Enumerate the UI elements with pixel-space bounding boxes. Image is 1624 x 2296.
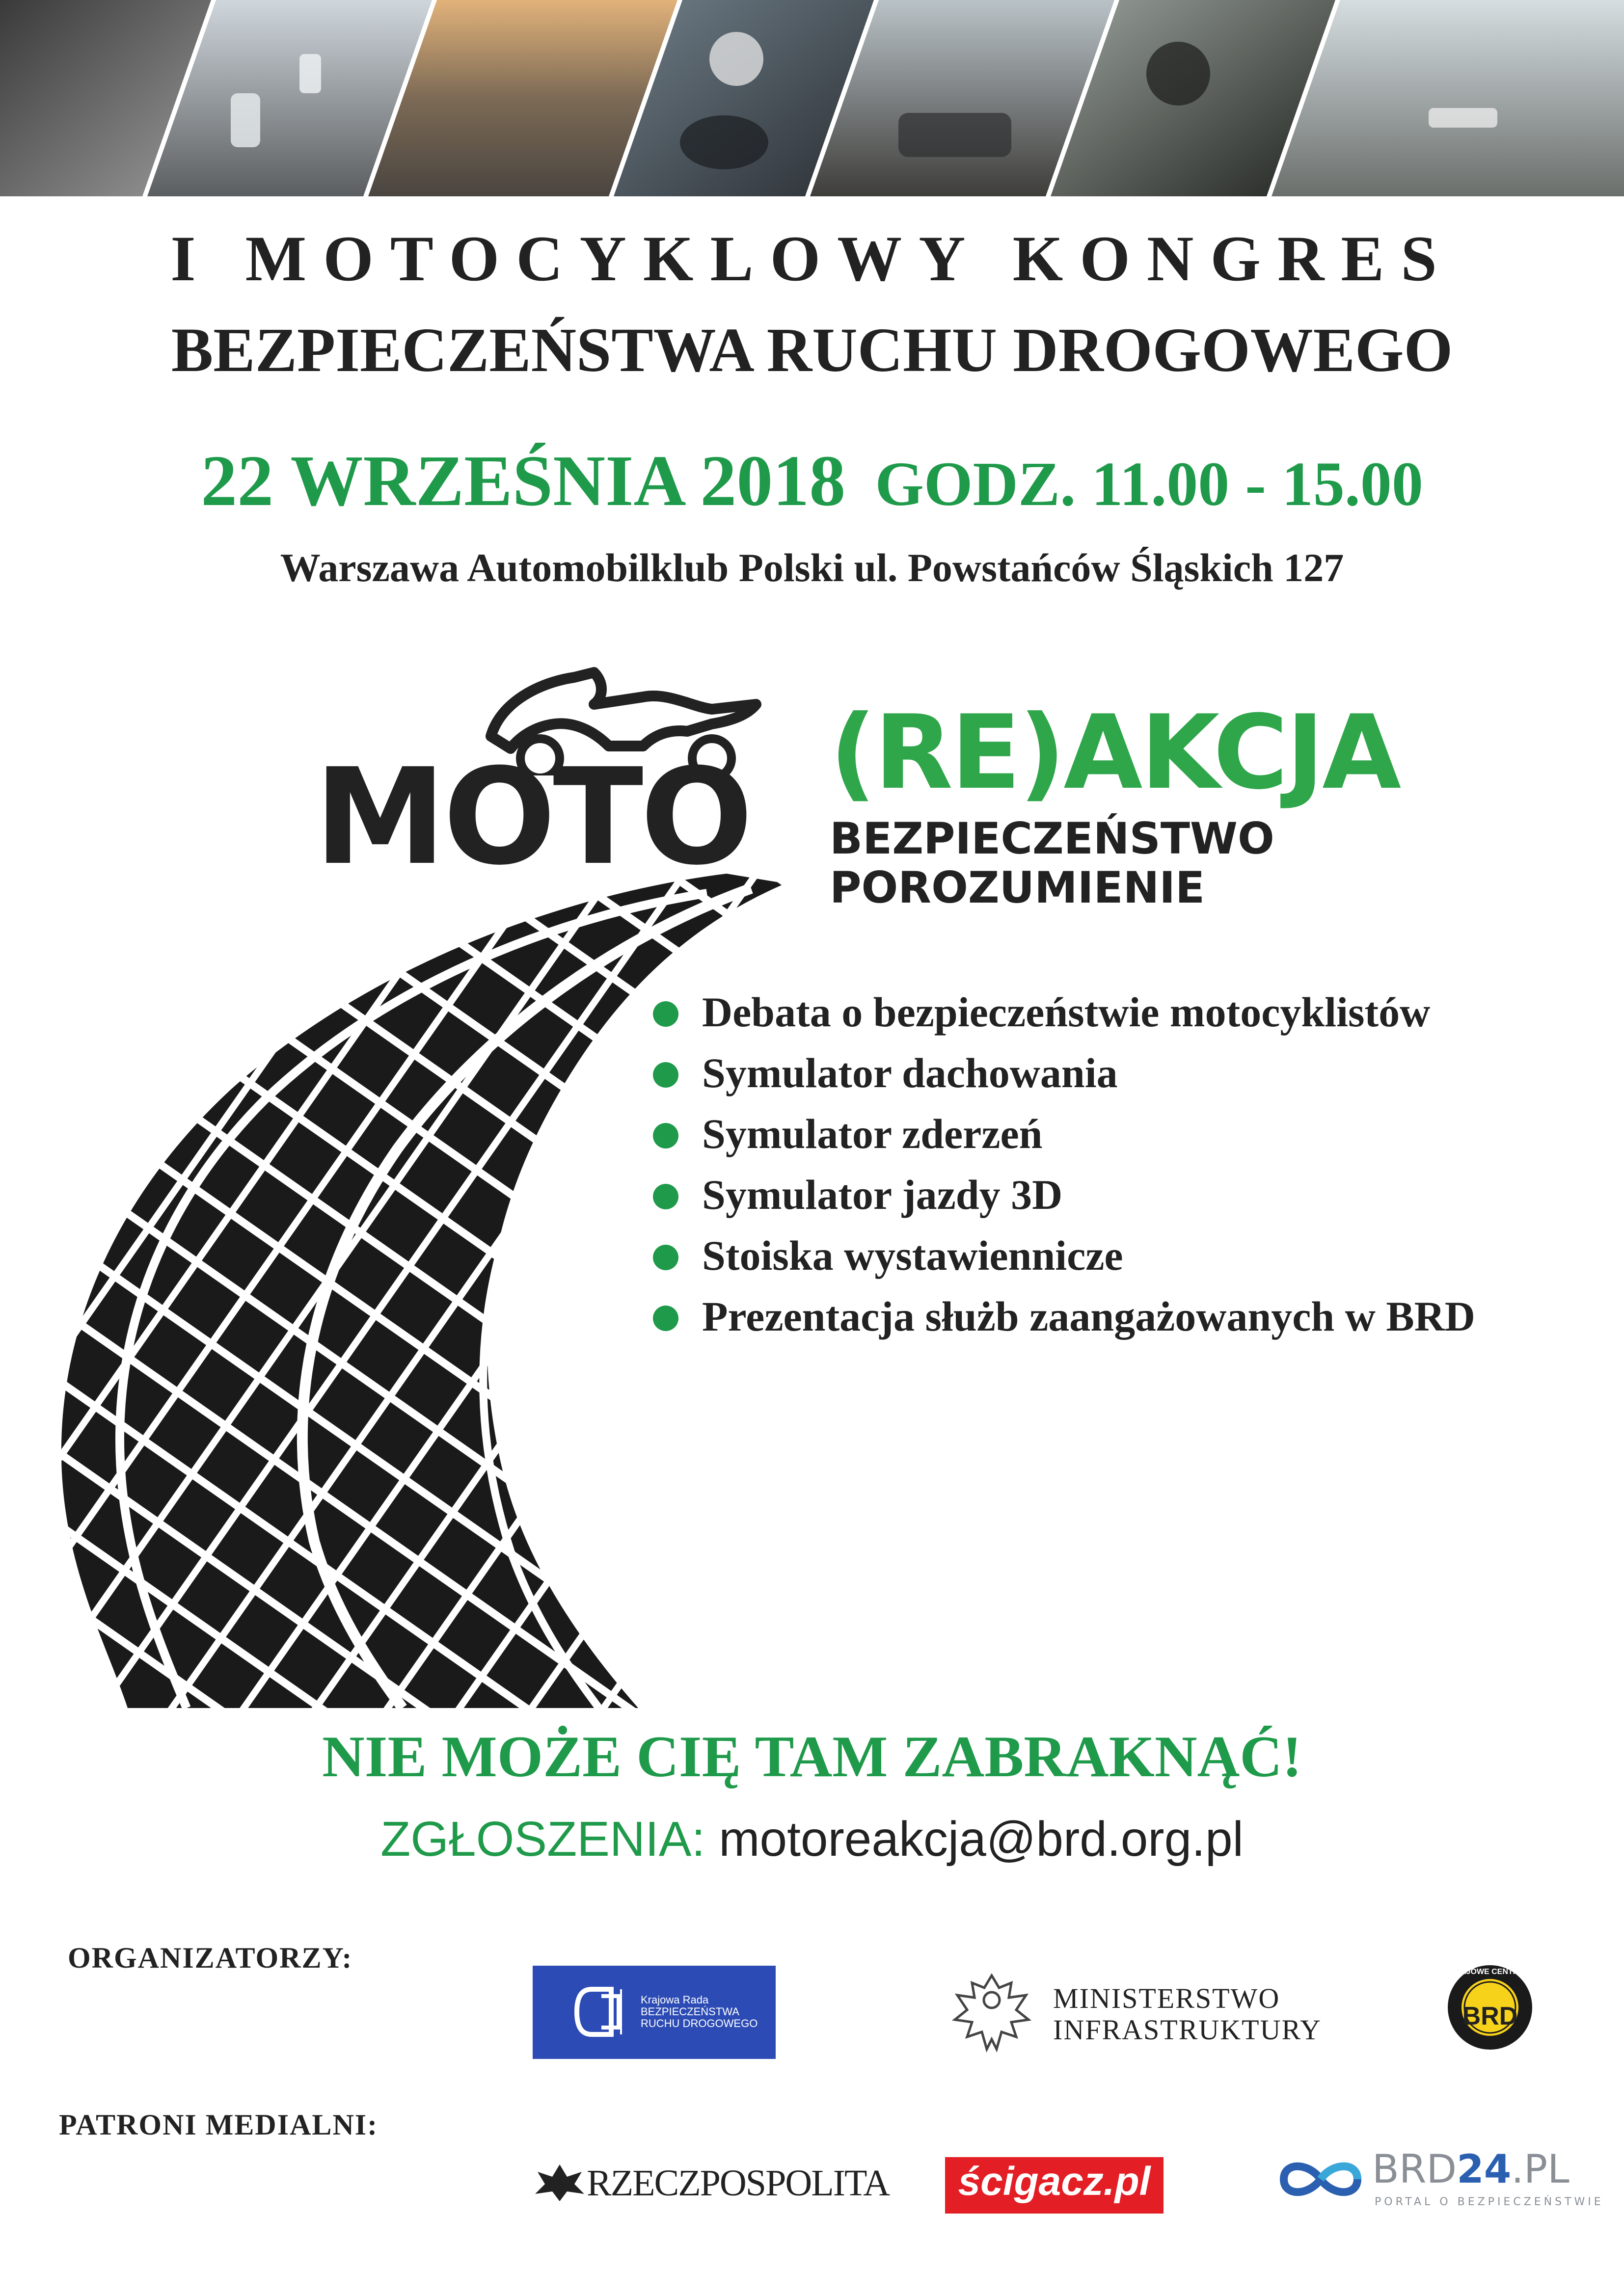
bullet-icon — [653, 1123, 678, 1148]
signup-email-link[interactable]: motoreakcja@brd.org.pl — [719, 1812, 1244, 1867]
event-date-time — [0, 439, 1624, 523]
brd24-infinity-icon — [1274, 2152, 1367, 2206]
event-title-line2: BEZPIECZEŃSTWA RUCHU DROGOWEGO — [171, 315, 1453, 385]
rzeczpospolita-eagle-icon — [533, 2160, 587, 2204]
list-item: Stoiska wystawiennicze — [648, 1225, 1610, 1286]
brd-badge-ring-text: KRAJOWE CENTRUM — [1449, 1968, 1531, 1976]
ministry-name: MINISTERSTWO INFRASTRUKTURY — [1053, 1982, 1322, 2046]
logo-reakcja: (RE)AKCJA — [830, 694, 1400, 812]
brd24-logo: BRD24.PL — [1372, 2146, 1570, 2192]
signup-label: ZGŁOSZENIA: — [380, 1812, 705, 1867]
krbrd-text: Krajowa Rada BEZPIECZEŃSTWA RUCHU DROGOWEGO — [641, 1994, 758, 2029]
signup-line — [0, 1811, 1624, 1868]
bullet-icon — [653, 1001, 678, 1027]
bullet-icon — [653, 1306, 678, 1331]
media-patrons-label: PATRONI MEDIALNI: — [59, 2109, 379, 2141]
bullet-icon — [653, 1245, 678, 1270]
list-item: Prezentacja służb zaangażowanych w BRD — [648, 1286, 1610, 1347]
list-item: Symulator zderzeń — [648, 1103, 1610, 1164]
logo-tagline-agreement: POROZUMIENIE — [830, 862, 1205, 913]
brd24-subtitle: PORTAL O BEZPIECZEŃSTWIE — [1375, 2196, 1604, 2208]
photo-collage — [0, 0, 1624, 196]
scigacz-logo-text: ścigacz.pl — [958, 2159, 1151, 2204]
logo-tagline-safety: BEZPIECZEŃSTWO — [830, 813, 1274, 864]
bullet-icon — [653, 1184, 678, 1209]
eagle-emblem-icon — [947, 1966, 1036, 2059]
rzeczpospolita-logo: RZECZPOSPOLITA — [587, 2163, 890, 2204]
header-photo-strip — [0, 0, 1624, 196]
call-to-action: NIE MOŻE CIĘ TAM ZABRAKNĄĆ! — [322, 1724, 1302, 1789]
list-item: Debata o bezpieczeństwie motocyklistów — [648, 982, 1610, 1042]
event-date: 22 WRZEŚNIA 2018 — [201, 441, 846, 521]
list-item: Symulator dachowania — [648, 1042, 1610, 1103]
brd-badge-text: BRD — [1462, 2002, 1518, 2030]
event-address: Warszawa Automobilklub Polski ul. Powstańców Śląskich 127 — [280, 545, 1344, 590]
logo-moto: MOTO — [314, 740, 750, 894]
organizers-label: ORGANIZATORZY: — [68, 1942, 353, 1974]
bullet-icon — [653, 1062, 678, 1088]
feature-list — [648, 982, 1610, 1347]
list-item: Symulator jazdy 3D — [648, 1164, 1610, 1225]
event-title-line1: I MOTOCYKLOWY KONGRES — [170, 222, 1454, 294]
event-time: GODZ. 11.00 - 15.00 — [875, 449, 1423, 519]
